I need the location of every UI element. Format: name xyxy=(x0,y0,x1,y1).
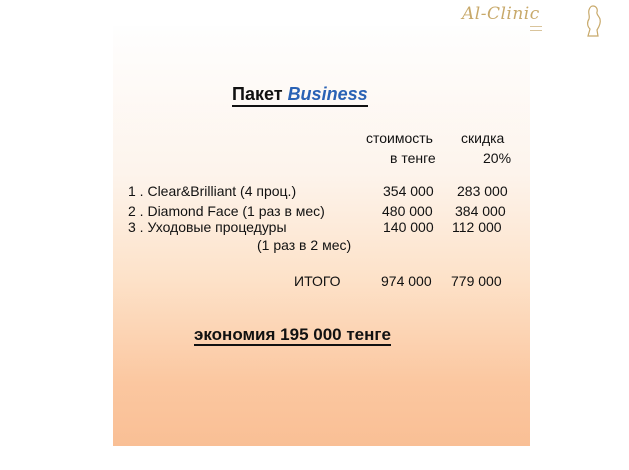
item-discounted: 112 000 xyxy=(452,219,502,235)
logo-text: Al-Clinic xyxy=(462,4,540,24)
cost-header-line2: в тенге xyxy=(390,150,436,166)
item-note: (1 раз в 2 мес) xyxy=(257,237,352,253)
item-price: 140 000 xyxy=(383,219,434,235)
discount-header-line2: 20% xyxy=(483,150,512,166)
item-label: 2 . Diamond Face (1 раз в мес) xyxy=(128,203,325,219)
discount-header-line1: скидка xyxy=(461,130,505,146)
title-brand: Business xyxy=(287,84,368,104)
total-discounted: 779 000 xyxy=(451,273,502,289)
total-label: ИТОГО xyxy=(294,273,341,289)
item-label: 1 . Clear&Brilliant (4 проц.) xyxy=(128,183,297,199)
statue-icon xyxy=(580,4,606,38)
title-prefix: Пакет xyxy=(232,84,283,104)
package-title xyxy=(232,84,368,107)
item-discounted: 384 000 xyxy=(455,203,506,219)
item-discounted: 283 000 xyxy=(457,183,508,199)
item-price: 480 000 xyxy=(382,203,433,219)
item-price: 354 000 xyxy=(383,183,434,199)
economy-summary: экономия 195 000 тенге xyxy=(194,325,391,344)
item-label: 3 . Уходовые процедуры xyxy=(128,219,287,235)
cost-header-line1: стоимость xyxy=(366,130,433,146)
total-price: 974 000 xyxy=(381,273,432,289)
